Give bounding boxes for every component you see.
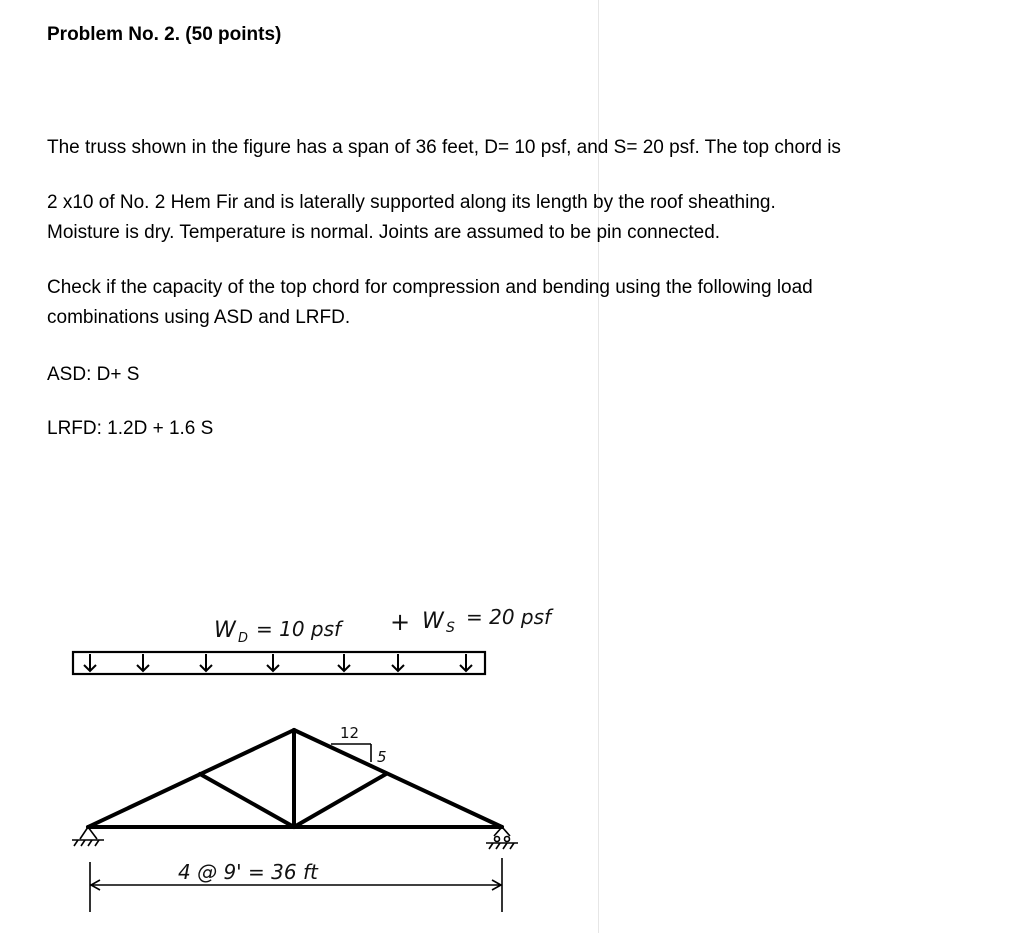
right-diagonal-web: [294, 774, 386, 827]
ground-hatch: [510, 843, 514, 849]
dead-load-symbol: W: [214, 618, 236, 643]
snow-load-symbol: W: [422, 609, 444, 634]
snow-load-value: = 20 psf: [466, 605, 552, 629]
load-arrow: [392, 654, 404, 671]
ground-hatch: [95, 840, 99, 846]
task-text-1: Check if the capacity of the top chord for compression and bending using the following load: [47, 277, 813, 298]
load-arrow: [200, 654, 212, 671]
truss: [88, 730, 502, 827]
left-pin-support: [72, 827, 104, 846]
load-arrow: [460, 654, 472, 671]
slope-run-label: 12: [340, 724, 360, 742]
roller-wheel: [505, 837, 510, 842]
roller-wheel: [495, 837, 500, 842]
ground-hatch: [74, 840, 78, 846]
ground-hatch: [489, 843, 493, 849]
distributed-load-diagram: [73, 652, 485, 674]
lrfd-combination: LRFD: 1.2D + 1.6 S: [47, 418, 214, 439]
ground-hatch: [81, 840, 85, 846]
left-diagonal-web: [200, 774, 294, 827]
ground-hatch: [88, 840, 92, 846]
statement-text-3: Moisture is dry. Temperature is normal. Joints are assumed to be pin connected.: [47, 222, 721, 243]
statement-text-1: The truss shown in the figure has a span of 36 feet, D= 10 psf, and S= 20 psf. The top chord is: [47, 137, 841, 158]
top-chord-left: [88, 730, 294, 827]
dead-load-value: = 10 psf: [256, 617, 342, 641]
statement-text-2: 2 x10 of No. 2 Hem Fir and is laterally supported along its length by the roof sheathing.: [47, 192, 776, 213]
load-plus-sign: +: [390, 608, 411, 636]
dead-load-subscript: D: [238, 631, 249, 646]
load-arrow: [267, 654, 279, 671]
load-box: [73, 652, 485, 674]
ground-hatch: [503, 843, 507, 849]
load-label: [214, 605, 554, 646]
slope-rise-label: 5: [377, 748, 387, 766]
load-arrow: [338, 654, 350, 671]
span-label: 4 @ 9' = 36 ft: [178, 860, 318, 884]
task-text-2: combinations using ASD and LRFD.: [47, 307, 351, 328]
problem-title: Problem No. 2. (50 points): [47, 24, 282, 45]
asd-combination: ASD: D+ S: [47, 364, 140, 385]
snow-load-subscript: S: [446, 620, 455, 636]
load-arrow: [137, 654, 149, 671]
right-roller-support: [486, 827, 518, 849]
load-arrow: [84, 654, 96, 671]
ground-hatch: [496, 843, 500, 849]
top-chord-right: [294, 730, 502, 827]
load-arrows: [84, 654, 472, 671]
slope-indicator: [331, 744, 371, 762]
